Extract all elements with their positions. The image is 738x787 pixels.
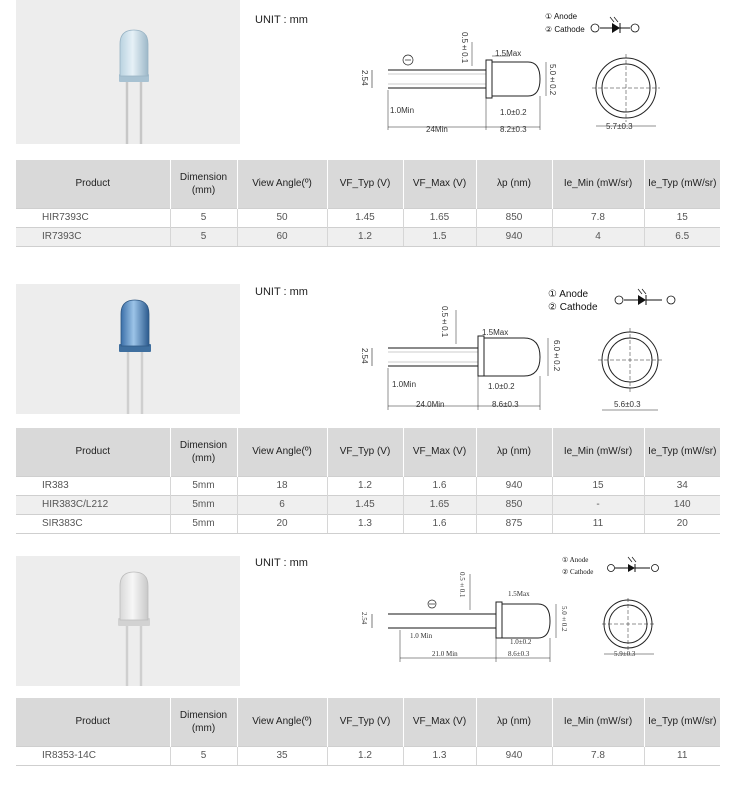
pin-legend-1: ① Anode ② Cathode bbox=[545, 12, 585, 34]
col-ie-typ: Ie_Typ (mW/sr) bbox=[644, 698, 720, 746]
dim-lead-label: 0.5±0.1 bbox=[460, 32, 469, 64]
dim-pitch-label: 2.54 bbox=[360, 70, 369, 86]
dim-tol-label: 1.0±0.2 bbox=[488, 382, 515, 391]
col-lambda: λp (nm) bbox=[476, 428, 552, 476]
col-vf-max: VF_Max (V) bbox=[403, 428, 476, 476]
table-row: HIR383C/L212 5mm 6 1.45 1.65 850 - 140 bbox=[16, 495, 720, 514]
col-vf-typ: VF_Typ (V) bbox=[327, 428, 403, 476]
unit-label: UNIT : mm bbox=[255, 286, 308, 298]
diode-symbol-icon bbox=[614, 288, 678, 317]
col-lambda: λp (nm) bbox=[476, 698, 552, 746]
anode-label: Anode bbox=[553, 12, 578, 21]
dim-min-label: 1.0Min bbox=[392, 380, 417, 389]
dim-tol-label: 1.0±0.2 bbox=[510, 638, 532, 646]
dim-pitch-label: 2.54 bbox=[360, 612, 368, 625]
dimension-drawing-2 bbox=[360, 300, 580, 414]
col-ie-min: Ie_Min (mW/sr) bbox=[552, 160, 644, 208]
col-ie-typ: Ie_Typ (mW/sr) bbox=[644, 428, 720, 476]
dimension-drawing-1 bbox=[360, 30, 570, 138]
table-row: SIR383C 5mm 20 1.3 1.6 875 11 20 bbox=[16, 514, 720, 533]
spec-table-2 bbox=[16, 428, 720, 534]
dim-diameter-label: 5.9±0.3 bbox=[614, 650, 636, 658]
col-view-angle: View Angle(º) bbox=[237, 428, 327, 476]
col-product: Product bbox=[16, 698, 170, 746]
anode-label: Anode bbox=[569, 556, 589, 564]
dim-min-label: 1.0Min bbox=[390, 106, 415, 115]
col-lambda: λp (nm) bbox=[476, 160, 552, 208]
col-vf-max: VF_Max (V) bbox=[403, 698, 476, 746]
dim-body-length-label: 8.6±0.3 bbox=[492, 400, 519, 409]
dim-length-label: 21.0 Min bbox=[432, 650, 458, 658]
dim-flange-label: 1.5Max bbox=[495, 49, 522, 58]
unit-label: UNIT : mm bbox=[255, 14, 308, 26]
diode-symbol-icon bbox=[590, 16, 646, 45]
col-vf-typ: VF_Typ (V) bbox=[327, 698, 403, 746]
anode-label: Anode bbox=[559, 289, 589, 300]
dim-body-height-label: 5.0±0.2 bbox=[560, 606, 568, 632]
dim-lead-label: 0.5±0.1 bbox=[458, 572, 466, 598]
dim-body-length-label: 8.2±0.3 bbox=[500, 125, 527, 134]
front-view-1 bbox=[588, 50, 668, 140]
col-product: Product bbox=[16, 160, 170, 208]
table-row: HIR7393C 5 50 1.45 1.65 850 7.8 15 bbox=[16, 208, 720, 227]
diode-symbol-icon bbox=[606, 556, 662, 583]
dim-body-length-label: 8.6±0.3 bbox=[508, 650, 530, 658]
col-vf-max: VF_Max (V) bbox=[403, 160, 476, 208]
led-photo-3 bbox=[16, 556, 240, 686]
col-ie-min: Ie_Min (mW/sr) bbox=[552, 428, 644, 476]
dim-length-label: 24.0Min bbox=[416, 400, 445, 409]
dimension-drawing-3 bbox=[360, 566, 580, 666]
dim-length-label: 24Min bbox=[426, 125, 448, 134]
col-ie-min: Ie_Min (mW/sr) bbox=[552, 698, 644, 746]
dim-diameter-label: 5.6±0.3 bbox=[614, 400, 641, 409]
spec-table-3 bbox=[16, 698, 720, 766]
col-product: Product bbox=[16, 428, 170, 476]
dim-flange-label: 1.5Max bbox=[508, 590, 530, 598]
col-dimension: Dimension (mm) bbox=[170, 428, 237, 476]
dim-body-height-label: 5.0±0.2 bbox=[548, 64, 557, 96]
led-photo-1 bbox=[16, 0, 240, 144]
col-view-angle: View Angle(º) bbox=[237, 698, 327, 746]
table-row: IR7393C 5 60 1.2 1.5 940 4 6.5 bbox=[16, 227, 720, 246]
dim-diameter-label: 5.7±0.3 bbox=[606, 122, 633, 131]
pin-legend-2: ① Anode ② Cathode bbox=[548, 289, 598, 313]
unit-label: UNIT : mm bbox=[255, 557, 308, 569]
dim-body-height-label: 6.0±0.2 bbox=[552, 340, 561, 372]
col-view-angle: View Angle(º) bbox=[237, 160, 327, 208]
dim-lead-label: 0.5±0.1 bbox=[440, 306, 449, 338]
dim-tol-label: 1.0±0.2 bbox=[500, 108, 527, 117]
spec-table-1 bbox=[16, 160, 720, 247]
cathode-label: Cathode bbox=[570, 568, 594, 576]
col-ie-typ: Ie_Typ (mW/sr) bbox=[644, 160, 720, 208]
cathode-label: Cathode bbox=[554, 25, 585, 34]
table-row: IR8353-14C 5 35 1.2 1.3 940 7.8 11 bbox=[16, 746, 720, 765]
led-photo-2 bbox=[16, 284, 240, 414]
dim-min-label: 1.0 Min bbox=[410, 632, 433, 640]
front-view-2 bbox=[596, 326, 676, 416]
cathode-label: Cathode bbox=[559, 302, 598, 313]
col-dimension: Dimension (mm) bbox=[170, 160, 237, 208]
pin-legend-3: ① Anode ② Cathode bbox=[562, 556, 594, 576]
col-dimension: Dimension (mm) bbox=[170, 698, 237, 746]
front-view-3 bbox=[602, 596, 682, 666]
table-row: IR383 5mm 18 1.2 1.6 940 15 34 bbox=[16, 476, 720, 495]
dim-pitch-label: 2.54 bbox=[360, 348, 369, 364]
dim-flange-label: 1.5Max bbox=[482, 328, 509, 337]
col-vf-typ: VF_Typ (V) bbox=[327, 160, 403, 208]
